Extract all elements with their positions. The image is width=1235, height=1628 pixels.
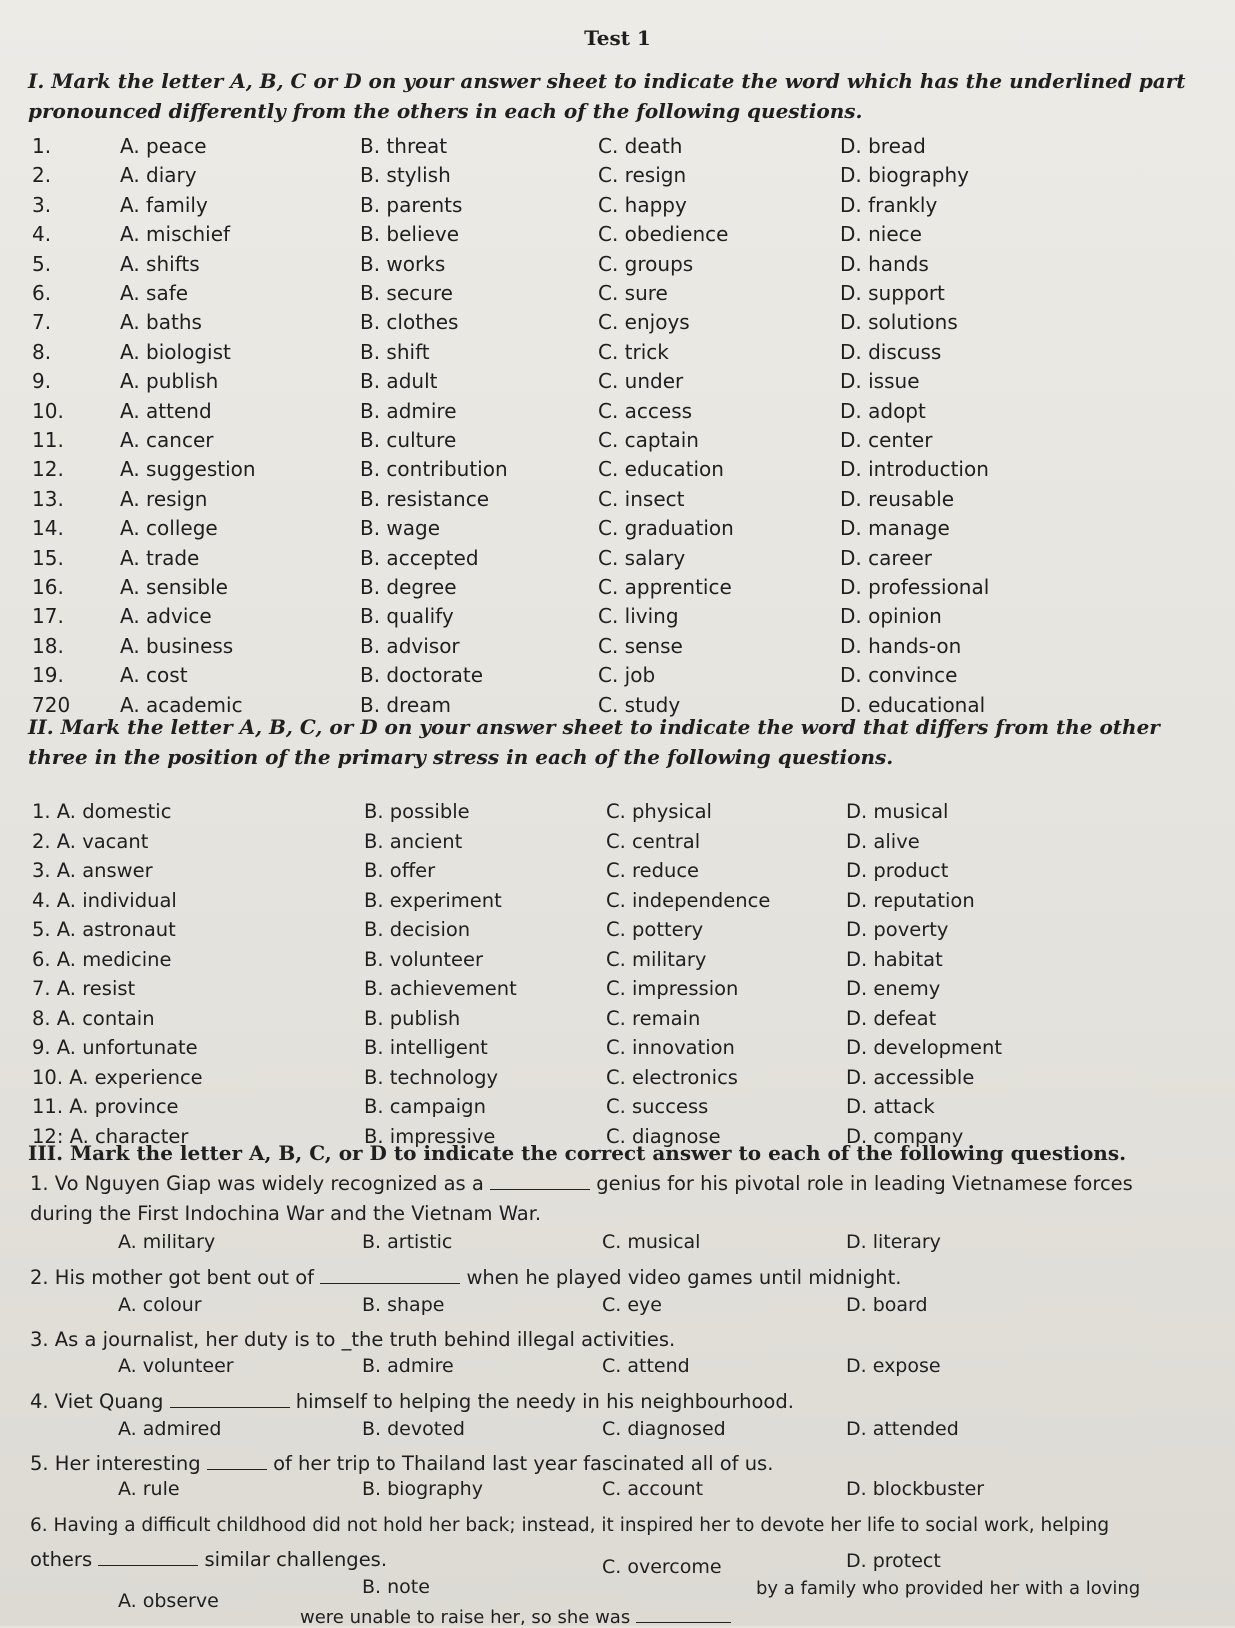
option-a[interactable]: 5. A. astronaut	[32, 918, 176, 941]
question-number: 12.	[32, 457, 64, 482]
option-a[interactable]: A. diary	[120, 163, 197, 188]
option-b[interactable]: B. culture	[360, 428, 457, 452]
option-c[interactable]: C. diagnose	[606, 1124, 721, 1148]
q1-option-a[interactable]: A. military	[118, 1231, 216, 1253]
option-d[interactable]: D. product	[846, 859, 949, 882]
option-b[interactable]: B. contribution	[360, 457, 508, 482]
option-b[interactable]: B. degree	[360, 575, 457, 599]
option-b[interactable]: B. believe	[360, 222, 459, 247]
q7-fragment-cont: by a family who provided her with a loving	[756, 1578, 1141, 1599]
question-number: 7.	[32, 310, 52, 335]
option-c[interactable]: C. independence	[606, 888, 771, 912]
option-b[interactable]: B. publish	[364, 1006, 461, 1030]
question-row	[0, 604, 1235, 634]
option-a[interactable]: A. suggestion	[120, 457, 256, 482]
q6-option-a[interactable]: A. observe	[118, 1590, 219, 1612]
stress-question-row	[0, 1036, 1235, 1066]
question-number: 5.	[32, 251, 52, 276]
option-a[interactable]: A. mischief	[120, 222, 231, 247]
q4-option-c[interactable]: C. diagnosed	[602, 1418, 726, 1440]
q7-fragment: were unable to raise her, so she was	[300, 1604, 731, 1628]
option-a[interactable]: 12: A. character	[32, 1124, 189, 1148]
question-row	[0, 546, 1235, 576]
option-b[interactable]: B. campaign	[364, 1095, 486, 1118]
option-b[interactable]: B. parents	[360, 192, 463, 217]
q1-stem: 1. Vo Nguyen Giap was widely recognized as a genius for his pivotal role in leading Vietnamese forces	[30, 1172, 1133, 1195]
q2-stem: 2. His mother got bent out of when he played video games until midnight.	[30, 1266, 902, 1289]
question-row	[0, 281, 1235, 311]
option-a[interactable]: 1. A. domestic	[32, 800, 172, 823]
option-d[interactable]: D. alive	[846, 829, 920, 853]
option-b[interactable]: B. impressive	[364, 1124, 496, 1148]
question-number: 10.	[32, 398, 64, 423]
option-b[interactable]: B. doctorate	[360, 663, 484, 688]
q5-option-a[interactable]: A. rule	[118, 1478, 180, 1500]
option-b[interactable]: B. stylish	[360, 163, 451, 188]
option-d[interactable]: D. defeat	[846, 1006, 937, 1030]
option-a[interactable]: 8. A. contain	[32, 1006, 155, 1030]
q2-option-b[interactable]: B. shape	[362, 1294, 445, 1316]
q3-option-b[interactable]: B. admire	[362, 1355, 454, 1377]
option-d[interactable]: D. hands-on	[840, 633, 962, 658]
q1-blank[interactable]	[490, 1171, 590, 1190]
option-d[interactable]: D. opinion	[840, 604, 942, 629]
option-b[interactable]: B. qualify	[360, 604, 454, 629]
option-d[interactable]: D. adopt	[840, 398, 926, 423]
question-row	[0, 340, 1235, 370]
option-d[interactable]: D. habitat	[846, 947, 943, 971]
section2-heading: II. Mark the letter A, B, C, or D on your answer sheet to indicate the word that differs from the other three in the position of the primary stress in each of the following questions.	[28, 715, 1160, 769]
option-d[interactable]: D. center	[840, 428, 933, 452]
q3-option-a[interactable]: A. volunteer	[118, 1355, 234, 1377]
stress-question-row	[0, 859, 1235, 889]
option-b[interactable]: B. intelligent	[364, 1036, 488, 1059]
option-a[interactable]: 6. A. medicine	[32, 947, 172, 971]
option-d[interactable]: D. niece	[840, 222, 922, 247]
option-a[interactable]: A. peace	[120, 134, 207, 158]
question-row	[0, 457, 1235, 487]
question-row	[0, 193, 1235, 223]
q2-option-d[interactable]: D. board	[846, 1294, 928, 1316]
option-a[interactable]: A. advice	[120, 604, 212, 629]
option-b[interactable]: B. dream	[360, 692, 451, 717]
option-b[interactable]: B. achievement	[364, 977, 517, 1000]
q5-option-d[interactable]: D. blockbuster	[846, 1478, 985, 1500]
option-d[interactable]: D. musical	[846, 800, 949, 823]
stress-question-row	[0, 1007, 1235, 1037]
option-b[interactable]: B. admire	[360, 398, 457, 423]
option-c[interactable]: C. impression	[606, 977, 739, 1000]
q7-blank[interactable]	[636, 1604, 731, 1623]
option-d[interactable]: D. issue	[840, 369, 920, 394]
option-d[interactable]: D. poverty	[846, 918, 949, 941]
option-d[interactable]: D. support	[840, 281, 945, 305]
option-a[interactable]: A. attend	[120, 398, 212, 423]
option-d[interactable]: D. professional	[840, 575, 990, 599]
option-b[interactable]: B. works	[360, 251, 446, 276]
question-row	[0, 163, 1235, 193]
option-a[interactable]: 2. A. vacant	[32, 829, 149, 853]
question-number: 11.	[32, 428, 64, 452]
stress-question-row	[0, 918, 1235, 948]
option-b[interactable]: B. experiment	[364, 888, 502, 912]
option-d[interactable]: D. solutions	[840, 310, 958, 335]
question-row	[0, 310, 1235, 340]
option-a[interactable]: 7. A. resist	[32, 977, 136, 1000]
question-row	[0, 663, 1235, 693]
option-b[interactable]: B. accepted	[360, 545, 479, 570]
section1-heading: I. Mark the letter A, B, C or D on your answer sheet to indicate the word which has the underlined part pronounced differently from the others in each of the following questions.	[28, 69, 1186, 123]
option-c[interactable]: C. resign	[598, 163, 687, 188]
q5-stem: 5. Her interesting of her trip to Thailand last year fascinated all of us.	[30, 1452, 774, 1475]
option-c[interactable]: C. apprentice	[598, 575, 732, 599]
option-a[interactable]: 9. A. unfortunate	[32, 1036, 198, 1059]
option-b[interactable]: B. possible	[364, 800, 470, 823]
question-number: 720	[32, 692, 71, 717]
option-c[interactable]: C. pottery	[606, 918, 704, 941]
option-d[interactable]: D. development	[846, 1036, 1003, 1059]
question-number: 16.	[32, 575, 64, 599]
question-row	[0, 222, 1235, 252]
option-a[interactable]: 4. A. individual	[32, 888, 177, 912]
option-b[interactable]: B. decision	[364, 918, 471, 941]
option-c[interactable]: C. military	[606, 947, 707, 971]
option-a[interactable]: 3. A. answer	[32, 859, 153, 882]
option-a[interactable]: 10. A. experience	[32, 1065, 203, 1089]
q3-option-c[interactable]: C. attend	[602, 1355, 690, 1377]
question-row	[0, 252, 1235, 282]
q5-option-b[interactable]: B. biography	[362, 1478, 483, 1500]
q1-stem-cont: during the First Indochina War and the Vietnam War.	[30, 1202, 542, 1225]
option-a[interactable]: A. cancer	[120, 428, 214, 452]
question-row	[0, 487, 1235, 517]
option-c[interactable]: C. remain	[606, 1006, 701, 1030]
option-c[interactable]: C. under	[598, 369, 684, 394]
option-c[interactable]: C. salary	[598, 545, 686, 570]
section3-heading: III. Mark the letter A, B, C, or D to indicate the correct answer to each of the following questions.	[28, 1141, 1127, 1165]
q6-blank[interactable]	[98, 1547, 198, 1566]
q4-option-d[interactable]: D. attended	[846, 1418, 959, 1440]
question-number: 8.	[32, 339, 52, 364]
option-a[interactable]: A. baths	[120, 310, 202, 335]
option-b[interactable]: B. advisor	[360, 633, 460, 658]
question-row	[0, 516, 1235, 546]
option-c[interactable]: C. graduation	[598, 516, 734, 541]
page-title: Test 1	[584, 26, 651, 50]
option-a[interactable]: A. sensible	[120, 575, 228, 599]
option-c[interactable]: C. physical	[606, 800, 712, 823]
q6-option-c[interactable]: C. overcome	[602, 1556, 722, 1578]
option-a[interactable]: A. publish	[120, 369, 219, 394]
option-b[interactable]: B. adult	[360, 369, 438, 394]
question-number: 9.	[32, 369, 52, 394]
question-number: 18.	[32, 633, 64, 658]
question-row	[0, 575, 1235, 605]
option-d[interactable]: D. reusable	[840, 486, 955, 511]
q6-option-d[interactable]: D. protect	[846, 1550, 941, 1572]
option-a[interactable]: 11. A. province	[32, 1095, 179, 1118]
option-d[interactable]: D. frankly	[840, 192, 938, 217]
question-row	[0, 134, 1235, 164]
option-c[interactable]: C. success	[606, 1095, 709, 1118]
q1-option-c[interactable]: C. musical	[602, 1231, 701, 1253]
stress-question-row	[0, 800, 1235, 830]
option-d[interactable]: D. manage	[840, 516, 950, 541]
option-c[interactable]: C. sense	[598, 633, 683, 658]
question-row	[0, 634, 1235, 664]
option-b[interactable]: B. resistance	[360, 486, 489, 511]
option-c[interactable]: C. job	[598, 663, 656, 688]
q3-stem: 3. As a journalist, her duty is to _the truth behind illegal activities.	[30, 1328, 676, 1351]
option-c[interactable]: C. study	[598, 692, 681, 717]
option-d[interactable]: D. attack	[846, 1095, 935, 1118]
question-row	[0, 428, 1235, 458]
option-b[interactable]: B. secure	[360, 281, 453, 305]
option-a[interactable]: A. biologist	[120, 339, 231, 364]
option-d[interactable]: D. accessible	[846, 1065, 975, 1089]
option-c[interactable]: C. obedience	[598, 222, 729, 247]
option-b[interactable]: B. ancient	[364, 829, 463, 853]
question-number: 13.	[32, 486, 64, 511]
q1-option-d[interactable]: D. literary	[846, 1231, 941, 1253]
stress-question-row	[0, 1095, 1235, 1125]
q2-option-c[interactable]: C. eye	[602, 1294, 662, 1316]
question-number: 19.	[32, 663, 64, 688]
option-c[interactable]: C. insect	[598, 486, 685, 511]
q2-blank[interactable]	[320, 1265, 460, 1284]
option-a[interactable]: A. resign	[120, 486, 208, 511]
option-d[interactable]: D. discuss	[840, 339, 942, 364]
question-number: 3.	[32, 192, 52, 217]
stress-question-row	[0, 1066, 1235, 1096]
option-c[interactable]: C. death	[598, 134, 683, 158]
option-b[interactable]: B. threat	[360, 134, 448, 158]
q3-option-d[interactable]: D. expose	[846, 1355, 941, 1377]
option-d[interactable]: D. enemy	[846, 977, 941, 1000]
q1-option-b[interactable]: B. artistic	[362, 1231, 453, 1253]
q4-blank[interactable]	[170, 1389, 290, 1408]
option-a[interactable]: A. academic	[120, 692, 243, 717]
q5-option-c[interactable]: C. account	[602, 1478, 704, 1500]
option-c[interactable]: C. central	[606, 829, 701, 853]
question-number: 14.	[32, 516, 64, 541]
question-number: 4.	[32, 222, 52, 247]
option-c[interactable]: C. electronics	[606, 1065, 738, 1089]
option-c[interactable]: C. sure	[598, 281, 668, 305]
option-b[interactable]: B. volunteer	[364, 947, 484, 971]
option-c[interactable]: C. living	[598, 604, 679, 629]
option-a[interactable]: A. business	[120, 633, 234, 658]
option-d[interactable]: D. hands	[840, 251, 929, 276]
option-c[interactable]: C. trick	[598, 339, 669, 364]
option-d[interactable]: D. company	[846, 1124, 964, 1148]
q4-option-a[interactable]: A. admired	[118, 1418, 222, 1440]
option-b[interactable]: B. wage	[360, 516, 441, 541]
option-c[interactable]: C. education	[598, 457, 724, 482]
option-a[interactable]: A. shifts	[120, 251, 200, 276]
option-b[interactable]: B. technology	[364, 1065, 499, 1089]
stress-question-row	[0, 948, 1235, 978]
option-d[interactable]: D. bread	[840, 134, 926, 158]
stress-question-row	[0, 889, 1235, 919]
question-row	[0, 399, 1235, 429]
option-c[interactable]: C. enjoys	[598, 310, 690, 335]
q6-option-b[interactable]: B. note	[362, 1576, 430, 1598]
option-d[interactable]: D. convince	[840, 663, 958, 688]
option-d[interactable]: D. introduction	[840, 457, 989, 482]
option-c[interactable]: C. happy	[598, 192, 687, 217]
question-number: 2.	[32, 163, 52, 188]
option-a[interactable]: A. cost	[120, 663, 188, 688]
option-d[interactable]: D. educational	[840, 692, 986, 717]
stress-question-row	[0, 977, 1235, 1007]
option-b[interactable]: B. shift	[360, 339, 430, 364]
option-a[interactable]: A. trade	[120, 545, 200, 570]
option-c[interactable]: C. reduce	[606, 859, 700, 882]
option-d[interactable]: D. biography	[840, 163, 969, 188]
stress-question-row	[0, 830, 1235, 860]
option-a[interactable]: A. college	[120, 516, 218, 541]
q2-option-a[interactable]: A. colour	[118, 1294, 202, 1316]
option-a[interactable]: A. safe	[120, 281, 189, 305]
option-d[interactable]: D. career	[840, 545, 932, 570]
q6-stem-cont: others similar challenges.	[30, 1548, 388, 1571]
q6-stem: 6. Having a difficult childhood did not hold her back; instead, it inspired her to devote her life to social work, helping	[30, 1515, 1110, 1536]
option-c[interactable]: C. groups	[598, 251, 694, 276]
option-b[interactable]: B. clothes	[360, 310, 459, 335]
question-number: 17.	[32, 604, 64, 629]
question-row	[0, 369, 1235, 399]
option-c[interactable]: C. access	[598, 398, 693, 423]
option-c[interactable]: C. innovation	[606, 1036, 735, 1059]
option-d[interactable]: D. reputation	[846, 888, 975, 912]
question-number: 1.	[32, 134, 52, 158]
q5-blank[interactable]	[207, 1451, 267, 1470]
option-b[interactable]: B. offer	[364, 859, 436, 882]
q4-stem: 4. Viet Quang himself to helping the needy in his neighbourhood.	[30, 1390, 794, 1413]
question-number: 6.	[32, 281, 52, 305]
question-number: 15.	[32, 545, 64, 570]
option-a[interactable]: A. family	[120, 192, 208, 217]
option-c[interactable]: C. captain	[598, 428, 699, 452]
q4-option-b[interactable]: B. devoted	[362, 1418, 465, 1440]
